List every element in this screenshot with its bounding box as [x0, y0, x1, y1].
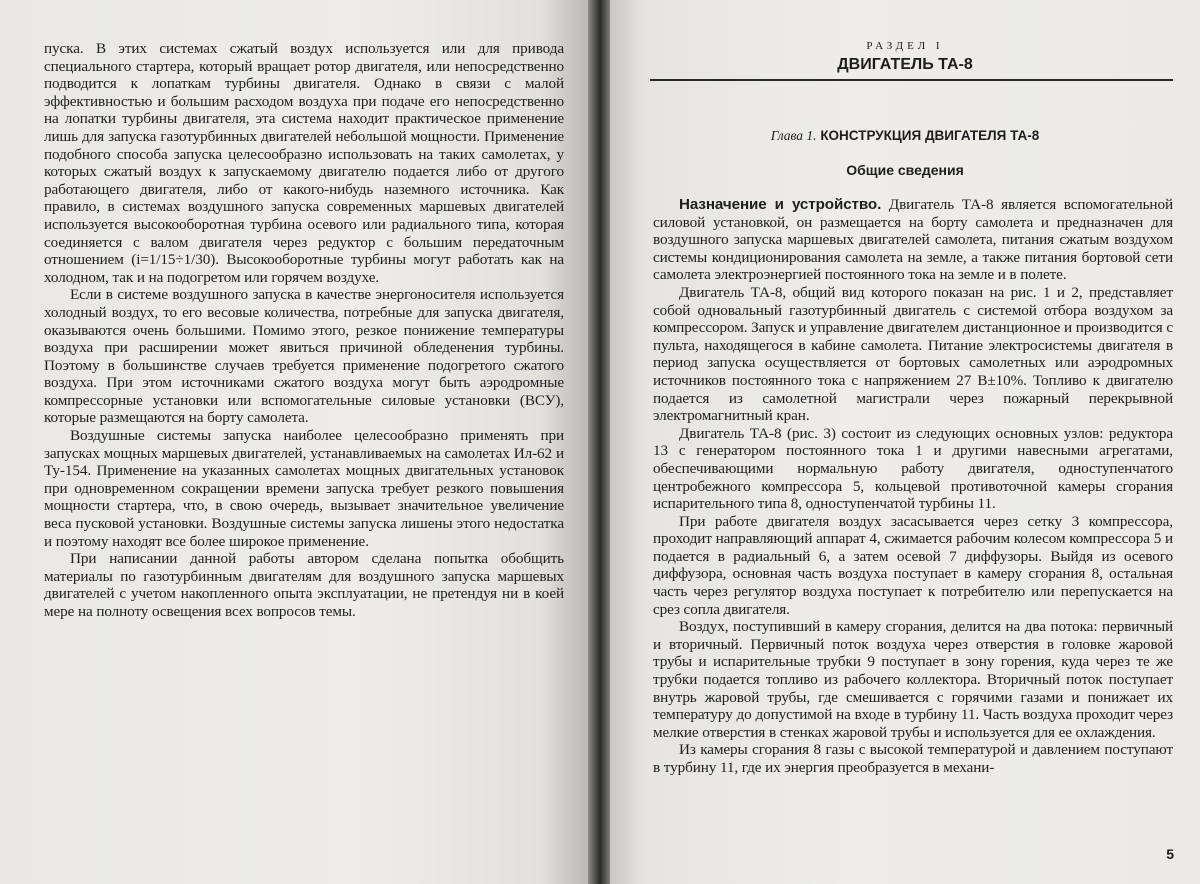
book-gutter	[588, 0, 610, 884]
page-number: 5	[1166, 846, 1174, 862]
left-page-text	[44, 40, 564, 621]
run-in-heading: Назначение и устройство.	[679, 196, 882, 213]
left-paragraph-2: Если в системе воздушного запуска в качестве энергоносителя используется холодный воздух, то его весовые количества, потребные для запуска двигателя, оказываются очень большими. Помимо этого, резкое понижение температуры воздуха при расширении может явиться причиной обледенения турбины. Поэтому в большинстве случаев требуется применение подогретого сжатого воздуха. При этом источниками сжатого воздуха могут быть аэродромные компрессорные установки или вспомогательные силовые установки (ВСУ), которые размещаются на борту самолета.	[44, 286, 564, 427]
left-page	[0, 0, 588, 884]
right-paragraph-1	[653, 196, 1173, 284]
right-paragraph-4: При работе двигателя воздух засасывается через сетку 3 компрессора, проходит направляющий аппарат 4, сжимается рабочим колесом компрессора 5 и подается в радиальный 6, а затем осевой 7 диффузоры. Выйдя из осевого диффузора, основная часть воздуха поступает в камеру сгорания 8, остальная часть через регулятор воздуха поступает к потребителю или перепускается на срез сопла двигателя.	[653, 512, 1173, 618]
right-paragraph-6: Из камеры сгорания 8 газы с высокой температурой и давлением поступают в турбину 11, где их энергия преобразуется в механи-	[653, 741, 1173, 776]
right-paragraph-1-body: Двигатель ТА-8 является вспомогательной силовой установкой, он размещается на борту самолета и предназначен для воздушного запуска маршевых двигателей самолета, питания сжатым воздухом системы кондиционирования самолета на земле, а также питания бортовой сети самолета электроэнергией постоянного тока на земле и в полете.	[653, 196, 1173, 284]
right-page	[610, 0, 1200, 884]
part-title: ДВИГАТЕЛЬ ТА-8	[837, 56, 973, 73]
left-paragraph-3: Воздушные системы запуска наиболее целесообразно применять при запусках мощных маршевых двигателей, устанавливаемых на самолетах Ил-62 и Ту-154. Применение на указанных самолетах мощных двигательных установок при одновременном сокращении времени запуска требует резкого повышения мощности стартера, что, в свою очередь, вызывает значительное увеличение веса пусковой установки. Воздушные системы запуска лишены этого недостатка и поэтому находят все более широкое применение.	[44, 427, 564, 550]
chapter-heading	[610, 128, 1200, 144]
chapter-label: Глава 1.	[770, 128, 817, 143]
left-paragraph-1: пуска. В этих системах сжатый воздух используется или для привода специального стартера, который вращает ротор двигателя, или непосредственно подводится к лопаткам турбины двигателя. Однако в связи с малой эффективностью и большим расходом воздуха при подаче его непосредственно на лопатки турбины двигателя, эта система находит практическое применение лишь для запуска газотурбинных двигателей небольшой мощности. Применение подобного способа запуска целесообразно использовать на таких самолетах, у которых сжатый воздух к запускаемому двигателю подается либо от другого работающего двигателя, либо от какого-нибудь наземного источника. Как правило, в системах воздушного запуска современных маршевых двигателей используется высокооборотная турбина осевого или радиального типа, которая соединяется с валом двигателя через редуктор с большим передаточным отношением (i=1/15÷1/30). Высокооборотные турбины могут работать как на холодном, так и на подогретом или горячем воздухе.	[44, 40, 564, 286]
chapter-title: КОНСТРУКЦИЯ ДВИГАТЕЛЯ ТА-8	[820, 128, 1040, 143]
left-paragraph-4: При написании данной работы автором сделана попытка обобщить материалы по газотурбинным двигателям для воздушного запуска маршевых двигателей с учетом накопленного опыта эксплуатации, не претендуя ни в коей мере на полноту освещения всех вопросов темы.	[44, 550, 564, 620]
section-heading: Общие сведения	[846, 162, 964, 178]
right-page-text	[653, 196, 1173, 777]
part-label: РАЗДЕЛ I	[866, 40, 944, 52]
title-rule	[650, 79, 1173, 81]
right-paragraph-2: Двигатель ТА-8, общий вид которого показан на рис. 1 и 2, представляет собой одновальный газотурбинный двигатель с системой отбора воздухом за компрессором. Запуск и управление двигателем дистанционное и производится с пульта, находящегося в кабине самолета. Питание электросистемы двигателя в период запуска осуществляется от бортовых самолетных или аэродромных источников постоянного тока с напряжением 27 В±10%. Топливо к двигателю подается из самолетной магистрали через пожарный перекрывной электромагнитный кран.	[653, 283, 1173, 425]
right-paragraph-3: Двигатель ТА-8 (рис. 3) состоит из следующих основных узлов: редуктора 13 с генератором постоянного тока 1 и другими навесными агрегатами, обеспечивающими нормальную работу двигателя, одноступенчатого центробежного компрессора 5, кольцевой противоточной камеры сгорания испарительного типа 8, одноступенчатой турбины 11.	[653, 424, 1173, 513]
right-paragraph-5: Воздух, поступивший в камеру сгорания, делится на два потока: первичный и вторичный. Первичный поток воздуха через отверстия в головке жаровой трубы и испарительные трубки 9 поступает в зону горения, куда через те же трубки подается топливо из рабочего коллектора. Вторичный поток поступает внутрь жаровой трубы, где смешивается с горячими газами и понижает их температуру до допустимой на входе в турбину 11. Часть воздуха проходит через мелкие отверстия в стенках жаровой трубы и используется для ее охлаждения.	[653, 618, 1173, 741]
